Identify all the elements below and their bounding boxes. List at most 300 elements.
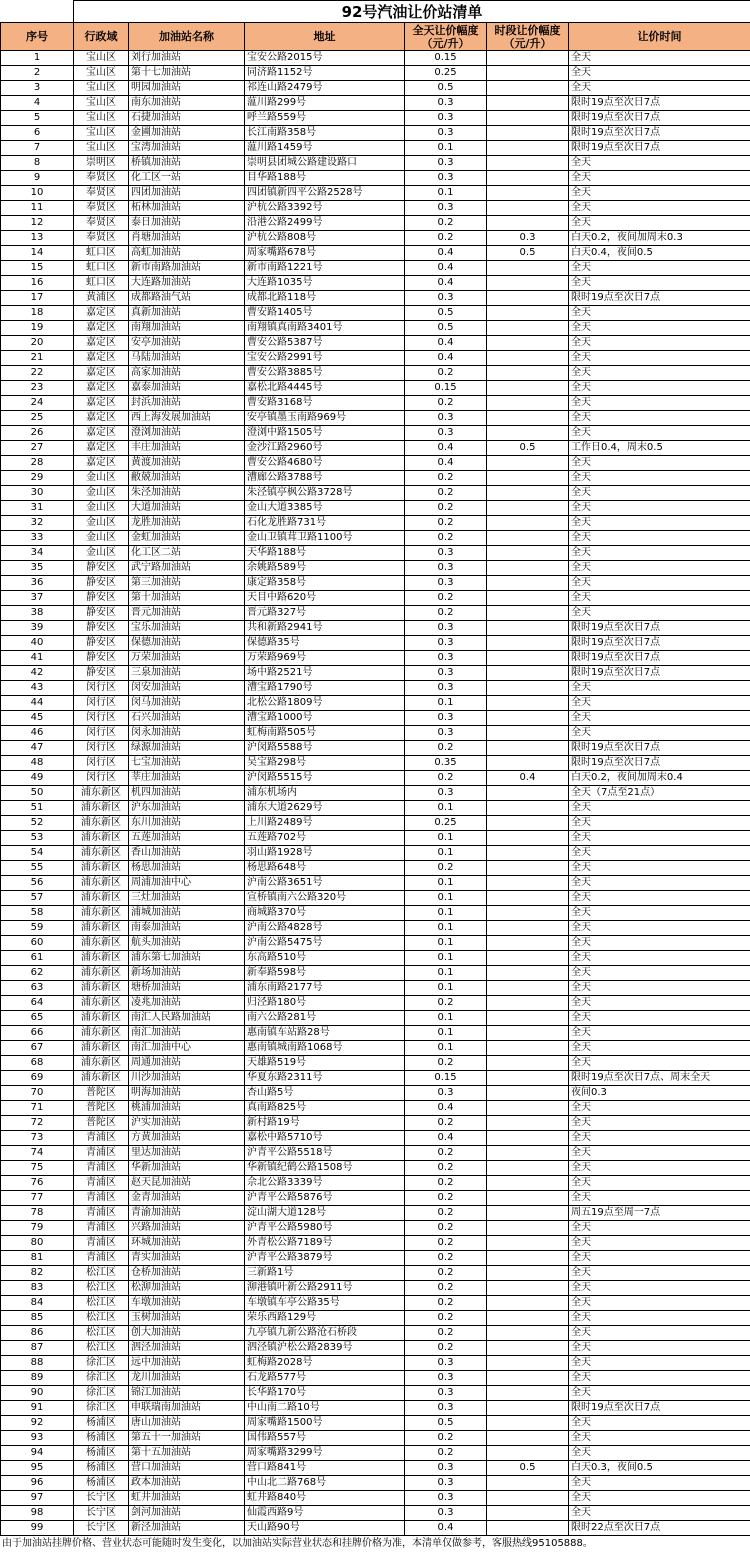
row-discount-time: 全天 [569, 456, 750, 471]
row-address: 目华路188号 [245, 171, 405, 186]
row-station-name: 第十加油站 [129, 591, 245, 606]
row-period-discount [487, 1386, 569, 1401]
row-discount-time: 全天 [569, 1101, 750, 1116]
table-row [1, 666, 750, 681]
row-district: 普陀区 [74, 1101, 129, 1116]
table-row [1, 771, 750, 786]
table-row [1, 306, 750, 321]
row-discount-time: 全天 [569, 516, 750, 531]
row-period-discount [487, 1401, 569, 1416]
row-allday-discount: 0.2 [405, 1296, 487, 1311]
table-row [1, 1356, 750, 1371]
row-discount-time: 全天 [569, 51, 750, 66]
row-period-discount [487, 216, 569, 231]
row-address: 九亭镇九新公路沧石桥段 [245, 1326, 405, 1341]
table-row [1, 1026, 750, 1041]
row-station-name: 莘庄加油站 [129, 771, 245, 786]
row-discount-time: 全天 [569, 1476, 750, 1491]
row-index: 96 [1, 1476, 74, 1491]
row-index: 9 [1, 171, 74, 186]
row-district: 宝山区 [74, 66, 129, 81]
row-discount-time: 全天 [569, 471, 750, 486]
row-address: 长华路170号 [245, 1386, 405, 1401]
row-allday-discount: 0.2 [405, 741, 487, 756]
row-station-name: 南东加油站 [129, 96, 245, 111]
row-station-name: 大连路加油站 [129, 276, 245, 291]
row-address: 嘉松中路5710号 [245, 1131, 405, 1146]
row-discount-time: 全天 [569, 171, 750, 186]
row-discount-time: 全天 [569, 1431, 750, 1446]
row-period-discount [487, 891, 569, 906]
row-discount-time: 全天 [569, 1296, 750, 1311]
row-allday-discount: 0.3 [405, 621, 487, 636]
row-index: 49 [1, 771, 74, 786]
row-index: 64 [1, 996, 74, 1011]
row-period-discount [487, 1371, 569, 1386]
row-district: 浦东新区 [74, 936, 129, 951]
row-district: 杨浦区 [74, 1446, 129, 1461]
table-row [1, 1296, 750, 1311]
row-index: 12 [1, 216, 74, 231]
row-address: 南翔镇真南路3401号 [245, 321, 405, 336]
row-index: 25 [1, 411, 74, 426]
row-address: 安亭镇墨玉南路969号 [245, 411, 405, 426]
row-address: 成都北路118号 [245, 291, 405, 306]
row-address: 曹安路3168号 [245, 396, 405, 411]
row-discount-time: 全天 [569, 531, 750, 546]
table-row [1, 1131, 750, 1146]
row-station-name: 泗泾加油站 [129, 1341, 245, 1356]
row-period-discount [487, 576, 569, 591]
row-station-name: 成都路油气站 [129, 291, 245, 306]
row-address: 沪杭公路808号 [245, 231, 405, 246]
row-allday-discount: 0.2 [405, 1116, 487, 1131]
row-period-discount [487, 531, 569, 546]
row-index: 22 [1, 366, 74, 381]
row-address: 浦东机场内 [245, 786, 405, 801]
row-allday-discount: 0.4 [405, 1101, 487, 1116]
row-address: 金沙江路2960号 [245, 441, 405, 456]
row-address: 周家嘴路678号 [245, 246, 405, 261]
row-station-name: 青实加油站 [129, 1251, 245, 1266]
row-address: 沪青平公路5518号 [245, 1146, 405, 1161]
row-station-name: 闵永加油站 [129, 726, 245, 741]
row-allday-discount: 0.3 [405, 156, 487, 171]
row-district: 金山区 [74, 501, 129, 516]
row-district: 嘉定区 [74, 306, 129, 321]
row-district: 嘉定区 [74, 396, 129, 411]
row-station-name: 浦城加油站 [129, 906, 245, 921]
row-period-discount [487, 981, 569, 996]
row-index: 15 [1, 261, 74, 276]
row-station-name: 远中加油站 [129, 1356, 245, 1371]
row-station-name: 新泾加油站 [129, 1521, 245, 1536]
row-discount-time: 全天 [569, 486, 750, 501]
row-discount-time: 全天 [569, 966, 750, 981]
row-station-name: 川沙加油站 [129, 1071, 245, 1086]
row-index: 8 [1, 156, 74, 171]
table-row [1, 261, 750, 276]
row-address: 沪闵路5515号 [245, 771, 405, 786]
row-district: 浦东新区 [74, 1041, 129, 1056]
row-district: 浦东新区 [74, 1011, 129, 1026]
row-period-discount [487, 456, 569, 471]
row-station-name: 第三加油站 [129, 576, 245, 591]
row-address: 新奉路598号 [245, 966, 405, 981]
row-district: 静安区 [74, 561, 129, 576]
table-row [1, 231, 750, 246]
row-period-discount [487, 621, 569, 636]
row-period-discount [487, 591, 569, 606]
row-index: 29 [1, 471, 74, 486]
table-row [1, 1086, 750, 1101]
row-station-name: 马陆加油站 [129, 351, 245, 366]
row-period-discount [487, 201, 569, 216]
row-period-discount [487, 381, 569, 396]
row-discount-time: 周五19点至周一7点 [569, 1206, 750, 1221]
row-period-discount [487, 321, 569, 336]
row-discount-time: 全天 [569, 981, 750, 996]
table-row [1, 1416, 750, 1431]
row-station-name: 唐山加油站 [129, 1416, 245, 1431]
row-district: 静安区 [74, 666, 129, 681]
row-period-discount [487, 546, 569, 561]
row-address: 外青松公路7189号 [245, 1236, 405, 1251]
row-allday-discount: 0.2 [405, 231, 487, 246]
row-period-discount [487, 1476, 569, 1491]
row-allday-discount: 0.3 [405, 111, 487, 126]
row-allday-discount: 0.1 [405, 1011, 487, 1026]
row-district: 金山区 [74, 516, 129, 531]
row-period-discount [487, 1146, 569, 1161]
row-discount-time: 限时19点至次日7点 [569, 291, 750, 306]
row-period-discount [487, 1296, 569, 1311]
row-allday-discount: 0.3 [405, 576, 487, 591]
row-allday-discount: 0.3 [405, 726, 487, 741]
row-index: 10 [1, 186, 74, 201]
row-address: 沪南公路3651号 [245, 876, 405, 891]
row-allday-discount: 0.1 [405, 141, 487, 156]
row-discount-time: 全天 [569, 1161, 750, 1176]
row-district: 浦东新区 [74, 861, 129, 876]
row-station-name: 机四加油站 [129, 786, 245, 801]
row-district: 青浦区 [74, 1146, 129, 1161]
row-address: 三新路1号 [245, 1266, 405, 1281]
row-index: 99 [1, 1521, 74, 1536]
row-discount-time: 全天 [569, 576, 750, 591]
row-address: 万荣路969号 [245, 651, 405, 666]
row-allday-discount: 0.15 [405, 51, 487, 66]
row-district: 奉贤区 [74, 171, 129, 186]
row-district: 闵行区 [74, 696, 129, 711]
row-index: 23 [1, 381, 74, 396]
row-district: 嘉定区 [74, 336, 129, 351]
row-period-discount [487, 66, 569, 81]
row-allday-discount: 0.2 [405, 1266, 487, 1281]
row-station-name: 香山加油站 [129, 846, 245, 861]
row-station-name: 石捷加油站 [129, 111, 245, 126]
row-index: 86 [1, 1326, 74, 1341]
row-station-name: 沪东加油站 [129, 801, 245, 816]
row-station-name: 青渝加油站 [129, 1206, 245, 1221]
row-station-name: 新场加油站 [129, 966, 245, 981]
row-address: 羽山路1928号 [245, 846, 405, 861]
row-station-name: 保德加油站 [129, 636, 245, 651]
row-period-discount [487, 51, 569, 66]
row-index: 32 [1, 516, 74, 531]
row-district: 嘉定区 [74, 411, 129, 426]
row-allday-discount: 0.2 [405, 1221, 487, 1236]
row-station-name: 敝兢加油站 [129, 471, 245, 486]
row-period-discount [487, 996, 569, 1011]
row-index: 54 [1, 846, 74, 861]
row-period-discount [487, 1416, 569, 1431]
row-district: 虹口区 [74, 276, 129, 291]
row-allday-discount: 0.1 [405, 831, 487, 846]
row-address: 华新镇纪鹤公路1508号 [245, 1161, 405, 1176]
row-district: 浦东新区 [74, 786, 129, 801]
row-address: 上川路2489号 [245, 816, 405, 831]
row-period-discount [487, 651, 569, 666]
row-allday-discount: 0.25 [405, 66, 487, 81]
row-address: 仙霞西路9号 [245, 1506, 405, 1521]
row-district: 奉贤区 [74, 201, 129, 216]
header-district: 行政域 [74, 23, 129, 51]
row-period-discount [487, 921, 569, 936]
row-station-name: 龙胜加油站 [129, 516, 245, 531]
table-row [1, 1371, 750, 1386]
row-discount-time: 全天 [569, 1056, 750, 1071]
row-discount-time: 全天 [569, 1386, 750, 1401]
row-station-name: 赵天昆加油站 [129, 1176, 245, 1191]
row-district: 青浦区 [74, 1176, 129, 1191]
row-index: 34 [1, 546, 74, 561]
row-period-discount [487, 96, 569, 111]
row-station-name: 闵安加油站 [129, 681, 245, 696]
row-discount-time: 全天 [569, 66, 750, 81]
row-address: 四团镇新四平公路2528号 [245, 186, 405, 201]
row-address: 漕廊公路3788号 [245, 471, 405, 486]
row-index: 84 [1, 1296, 74, 1311]
row-period-discount [487, 1446, 569, 1461]
row-district: 闵行区 [74, 711, 129, 726]
row-discount-time: 全天 [569, 831, 750, 846]
row-district: 宝山区 [74, 81, 129, 96]
row-district: 嘉定区 [74, 426, 129, 441]
table-row [1, 861, 750, 876]
row-address: 天华路188号 [245, 546, 405, 561]
row-station-name: 刘行加油站 [129, 51, 245, 66]
row-index: 7 [1, 141, 74, 156]
table-row [1, 471, 750, 486]
table-row [1, 1326, 750, 1341]
row-district: 闵行区 [74, 771, 129, 786]
row-address: 淀山湖大道128号 [245, 1206, 405, 1221]
row-allday-discount: 0.2 [405, 1056, 487, 1071]
row-district: 普陀区 [74, 1116, 129, 1131]
row-index: 30 [1, 486, 74, 501]
row-discount-time: 限时22点至次日7点 [569, 1521, 750, 1536]
row-discount-time: 限时19点至次日7点 [569, 126, 750, 141]
row-district: 长宁区 [74, 1491, 129, 1506]
row-allday-discount: 0.2 [405, 1146, 487, 1161]
row-station-name: 第十七加油站 [129, 66, 245, 81]
row-discount-time: 全天 [569, 711, 750, 726]
row-district: 嘉定区 [74, 456, 129, 471]
row-index: 53 [1, 831, 74, 846]
row-station-name: 创大加油站 [129, 1326, 245, 1341]
row-address: 归泾路180号 [245, 996, 405, 1011]
row-district: 奉贤区 [74, 216, 129, 231]
row-district: 金山区 [74, 531, 129, 546]
table-row [1, 186, 750, 201]
table-row [1, 81, 750, 96]
row-period-discount [487, 876, 569, 891]
table-row [1, 141, 750, 156]
row-address: 周家嘴路3299号 [245, 1446, 405, 1461]
table-row [1, 1401, 750, 1416]
row-allday-discount: 0.3 [405, 651, 487, 666]
table-row [1, 351, 750, 366]
row-district: 浦东新区 [74, 996, 129, 1011]
row-allday-discount: 0.1 [405, 186, 487, 201]
row-period-discount [487, 1266, 569, 1281]
row-period-discount [487, 1206, 569, 1221]
row-discount-time: 白天0.4，夜间0.5 [569, 246, 750, 261]
row-discount-time: 全天 [569, 1131, 750, 1146]
row-discount-time: 白天0.3，夜间0.5 [569, 1461, 750, 1476]
row-district: 闵行区 [74, 681, 129, 696]
table-row [1, 711, 750, 726]
row-period-discount [487, 111, 569, 126]
row-discount-time: 全天 [569, 996, 750, 1011]
row-district: 浦东新区 [74, 951, 129, 966]
row-address: 华夏东路2311号 [245, 1071, 405, 1086]
row-discount-time: 全天 [569, 561, 750, 576]
row-discount-time: 全天 [569, 336, 750, 351]
row-discount-time: 全天 [569, 186, 750, 201]
row-district: 浦东新区 [74, 816, 129, 831]
row-allday-discount: 0.2 [405, 1236, 487, 1251]
row-period-discount [487, 1521, 569, 1536]
row-period-discount: 0.5 [487, 1461, 569, 1476]
table-row [1, 1281, 750, 1296]
row-allday-discount: 0.2 [405, 1191, 487, 1206]
row-address: 沪闵路5588号 [245, 741, 405, 756]
row-station-name: 绿源加油站 [129, 741, 245, 756]
header-address: 地址 [245, 23, 405, 51]
row-index: 78 [1, 1206, 74, 1221]
row-address: 虹梅南路505号 [245, 726, 405, 741]
row-station-name: 营口加油站 [129, 1461, 245, 1476]
row-district: 虹口区 [74, 261, 129, 276]
table-row [1, 1446, 750, 1461]
header-period-discount: 时段让价幅度（元/升） [487, 23, 569, 51]
table-title: 92号汽油让价站清单 [74, 1, 750, 23]
row-allday-discount: 0.3 [405, 426, 487, 441]
row-period-discount [487, 1011, 569, 1026]
row-index: 37 [1, 591, 74, 606]
row-index: 52 [1, 816, 74, 831]
row-address: 宣桥镇南六公路320号 [245, 891, 405, 906]
row-address: 场中路2521号 [245, 666, 405, 681]
row-station-name: 锦江加油站 [129, 1386, 245, 1401]
table-row [1, 651, 750, 666]
row-index: 92 [1, 1416, 74, 1431]
row-address: 泗泾镇沪松公路2839号 [245, 1341, 405, 1356]
row-index: 61 [1, 951, 74, 966]
row-district: 嘉定区 [74, 351, 129, 366]
table-row [1, 201, 750, 216]
row-discount-time: 全天 [569, 846, 750, 861]
row-period-discount [487, 171, 569, 186]
row-district: 浦东新区 [74, 1071, 129, 1086]
row-address: 石化龙胜路731号 [245, 516, 405, 531]
row-index: 69 [1, 1071, 74, 1086]
row-address: 杨思路648号 [245, 861, 405, 876]
row-station-name: 丰庄加油站 [129, 441, 245, 456]
row-address: 嘉松北路4445号 [245, 381, 405, 396]
row-index: 91 [1, 1401, 74, 1416]
row-index: 67 [1, 1041, 74, 1056]
table-row [1, 321, 750, 336]
row-allday-discount: 0.3 [405, 1491, 487, 1506]
row-discount-time: 全天 [569, 156, 750, 171]
row-discount-time: 全天 [569, 726, 750, 741]
row-index: 50 [1, 786, 74, 801]
row-address: 真南路825号 [245, 1101, 405, 1116]
row-district: 浦东新区 [74, 891, 129, 906]
row-discount-time: 全天 [569, 921, 750, 936]
footer-note: 由于加油站挂牌价格、营业状态可能随时发生变化，以加油站实际营业状态和挂牌价格为准，本清单仅做参考，客服热线95105888。 [2, 1538, 593, 1549]
row-index: 16 [1, 276, 74, 291]
row-discount-time: 全天 [569, 1506, 750, 1521]
row-station-name: 黄渡加油站 [129, 456, 245, 471]
row-allday-discount: 0.2 [405, 1176, 487, 1191]
row-station-name: 环城加油站 [129, 1236, 245, 1251]
row-index: 35 [1, 561, 74, 576]
row-discount-time: 全天 [569, 201, 750, 216]
row-index: 58 [1, 906, 74, 921]
row-index: 11 [1, 201, 74, 216]
row-station-name: 化工区二站 [129, 546, 245, 561]
row-station-name: 万荣加油站 [129, 651, 245, 666]
row-period-discount [487, 801, 569, 816]
row-station-name: 闵马加油站 [129, 696, 245, 711]
table-row [1, 366, 750, 381]
row-discount-time: 限时19点至次日7点 [569, 666, 750, 681]
row-allday-discount: 0.1 [405, 801, 487, 816]
row-allday-discount: 0.3 [405, 1371, 487, 1386]
row-index: 45 [1, 711, 74, 726]
row-period-discount: 0.5 [487, 441, 569, 456]
table-row [1, 1431, 750, 1446]
row-address: 漕宝路1000号 [245, 711, 405, 726]
table-row [1, 636, 750, 651]
row-district: 松江区 [74, 1326, 129, 1341]
row-address: 东高路510号 [245, 951, 405, 966]
row-discount-time: 全天 [569, 1491, 750, 1506]
header-allday-discount: 全天让价幅度（元/升） [405, 23, 487, 51]
row-allday-discount: 0.2 [405, 486, 487, 501]
row-index: 39 [1, 621, 74, 636]
row-period-discount [487, 1311, 569, 1326]
table-row [1, 981, 750, 996]
row-district: 青浦区 [74, 1161, 129, 1176]
row-station-name: 凌兆加油站 [129, 996, 245, 1011]
row-address: 南六公路281号 [245, 1011, 405, 1026]
row-discount-time: 全天 [569, 1311, 750, 1326]
